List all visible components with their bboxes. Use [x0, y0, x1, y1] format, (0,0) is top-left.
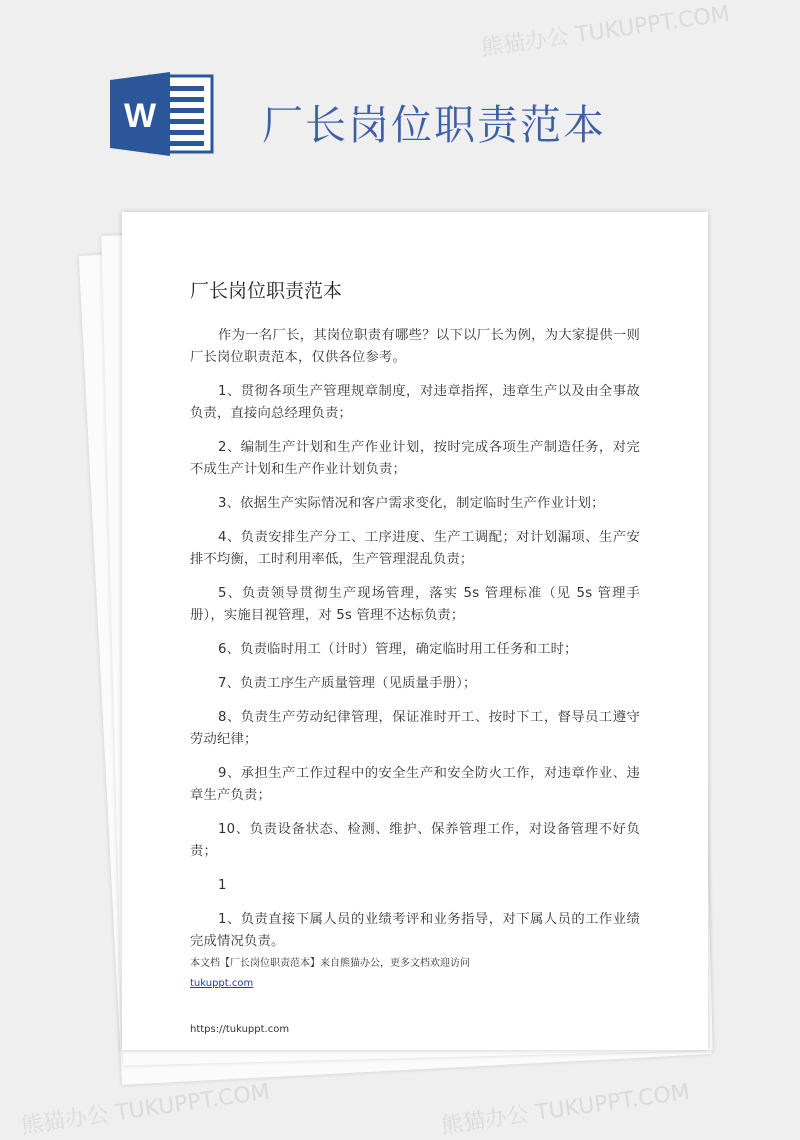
- watermark: 熊猫办公 TUKUPPT.COM: [479, 1, 732, 62]
- paragraph: 5、负责领导贯彻生产现场管理，落实 5s 管理标准（见 5s 管理手册），实施目视管理，对 5s 管理不达标负责；: [190, 586, 640, 623]
- page-footer-url: https://tukuppt.com: [190, 1024, 290, 1035]
- paragraph: 9、承担生产工作过程中的安全生产和安全防火工作，对违章作业、违章生产负责；: [190, 766, 640, 803]
- paragraph: 8、负责生产劳动纪律管理，保证准时开工、按时下工，督导员工遵守劳动纪律；: [190, 710, 640, 747]
- document-page: [122, 212, 708, 1050]
- paragraph: 1: [218, 878, 227, 893]
- document-title: 厂长岗位职责范本: [190, 280, 343, 302]
- paragraph: 10、负责设备状态、检测、维护、保养管理工作，对设备管理不好负责；: [190, 822, 640, 859]
- header-title: 厂长岗位职责范本: [262, 101, 606, 149]
- paragraph: 1、负责直接下属人员的业绩考评和业务指导，对下属人员的工作业绩完成情况负责。: [190, 912, 640, 949]
- paragraph: 3、依据生产实际情况和客户需求变化，制定临时生产作业计划；: [218, 496, 605, 511]
- paragraph: 6、负责临时用工（计时）管理，确定临时用工任务和工时；: [218, 642, 578, 657]
- paragraph: 2、编制生产计划和生产作业计划，按时完成各项生产制造任务，对完不成生产计划和生产作业计划负责；: [190, 440, 640, 477]
- word-document-icon: [110, 72, 215, 156]
- paragraph: 4、负责安排生产分工、工序进度、生产工调配；对计划漏项、生产安排不均衡，工时利用率低，生产管理混乱负责；: [190, 530, 640, 567]
- word-icon-letter: W: [123, 97, 157, 135]
- watermark: 熊猫办公 TUKUPPT.COM: [19, 1079, 272, 1140]
- paragraph: 1、贯彻各项生产管理规章制度，对违章指挥，违章生产以及由全事故负责，直接向总经理负责；: [190, 384, 640, 421]
- source-note: 本文档【厂长岗位职责范本】来自熊猫办公，更多文档欢迎访问: [190, 958, 470, 969]
- paragraph: 作为一名厂长，其岗位职责有哪些？以下以厂长为例，为大家提供一则厂长岗位职责范本，仅供各位参考。: [190, 328, 640, 365]
- watermark: 熊猫办公 TUKUPPT.COM: [439, 1079, 692, 1140]
- source-link[interactable]: tukuppt.com: [190, 978, 254, 989]
- paragraph: 7、负责工序生产质量管理（见质量手册）；: [218, 676, 477, 691]
